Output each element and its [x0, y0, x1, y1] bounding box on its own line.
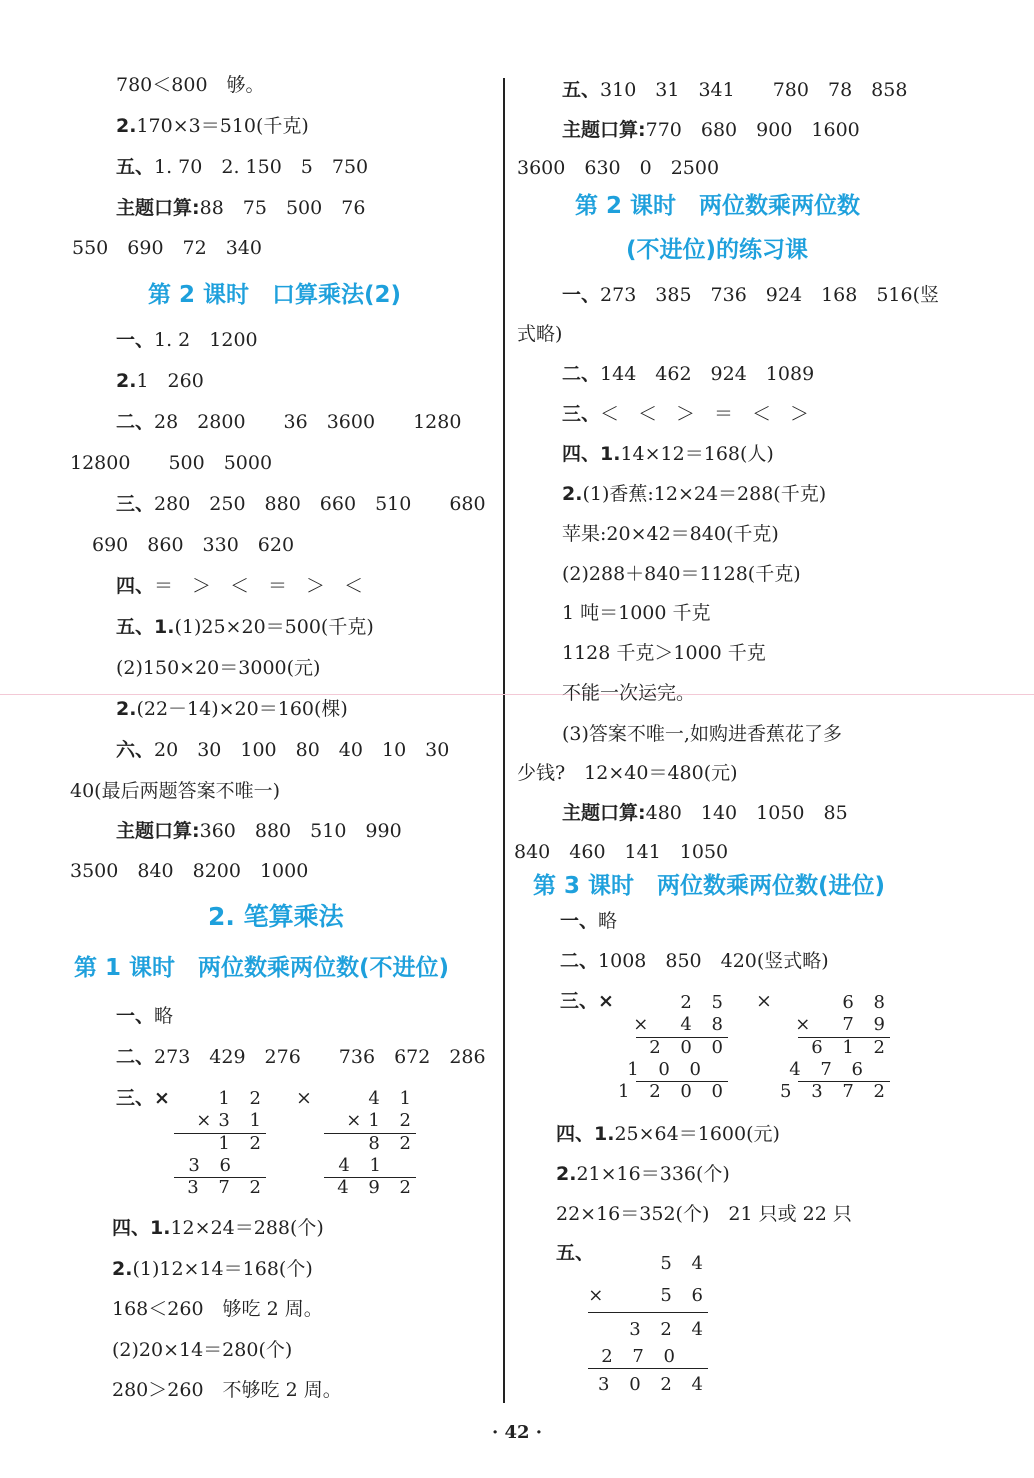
mult-row: 3 0 2 4: [598, 1374, 710, 1395]
answer-line: 2.(1)12×14＝168(个): [112, 1258, 313, 1280]
mult-row: ×3 1: [196, 1110, 268, 1131]
answer-line: 550 690 72 340: [72, 237, 262, 259]
answer-line: 主题口算:480 140 1050 85: [562, 802, 848, 824]
mult-row: × 7 9: [795, 1014, 892, 1035]
mult-row: × 4 8: [633, 1014, 730, 1035]
answer-line: (2)150×20＝3000(元): [116, 657, 321, 679]
answer-line: 2.1 260: [116, 370, 204, 392]
answer-line: 少钱? 12×40＝480(元): [517, 762, 738, 784]
lesson-heading: 第 2 课时 两位数乘两位数: [575, 193, 861, 219]
answer-line: 690 860 330 620: [92, 534, 295, 556]
mult-row: 6 1 2: [811, 1037, 892, 1058]
answer-line: 三、×: [116, 1087, 170, 1109]
answer-line: 3600 630 0 2500: [517, 157, 720, 179]
mult-row: ×1 2: [346, 1110, 418, 1131]
answer-line: 一、273 385 736 924 168 516(竖: [562, 284, 940, 306]
mult-row: 1 2: [218, 1133, 268, 1154]
vertical-multiplication: [780, 992, 892, 1108]
answer-line: 一、略: [560, 910, 618, 932]
answer-line: 一、1. 2 1200: [116, 329, 258, 351]
mult-row: 2 0 0: [649, 1037, 730, 1058]
mult-row: × 5 6: [588, 1285, 710, 1306]
answer-line: 三、×: [560, 990, 614, 1012]
mult-rule: [588, 1312, 708, 1313]
mult-row: 3 6: [188, 1155, 238, 1176]
mult-row: 2 7 0: [601, 1346, 682, 1367]
mult-row: 1 0 0: [627, 1059, 708, 1080]
vertical-multiplication: [322, 1088, 418, 1204]
answer-line: 四、1.14×12＝168(人): [562, 443, 774, 465]
answer-line: 二、1008 850 420(竖式略): [560, 950, 829, 972]
vertical-multiplication: [618, 992, 730, 1108]
lesson-heading: 第 1 课时 两位数乘两位数(不进位): [74, 955, 450, 981]
answer-line: 五、: [556, 1242, 595, 1264]
mult-rule: [588, 1368, 708, 1369]
answer-line: 五、1.(1)25×20＝500(千克): [116, 616, 374, 638]
answer-line: 280＞260 不够吃 2 周。: [112, 1379, 342, 1401]
section-heading: 2. 笔算乘法: [208, 902, 344, 931]
vertical-multiplication: [588, 1250, 710, 1400]
mult-row: 1 2: [218, 1088, 268, 1109]
answer-line: 二、28 2800 36 3600 1280: [116, 411, 462, 433]
wrong-mark: ×: [296, 1087, 312, 1109]
answer-line: 五、310 31 341 780 78 858: [562, 79, 908, 101]
answer-line: 2.(22－14)×20＝160(棵): [116, 698, 348, 720]
answer-line: (2)20×14＝280(个): [112, 1339, 293, 1361]
mult-row: 3 7 2: [187, 1177, 268, 1198]
answer-line: 式略): [517, 323, 563, 345]
mult-row: 5 4: [660, 1253, 710, 1274]
lesson-heading: 第 2 课时 口算乘法(2): [148, 282, 402, 308]
answer-line: 四、＝ ＞ ＜ ＝ ＞ ＜: [116, 575, 364, 597]
column-divider: [503, 78, 505, 1403]
mult-row: 1 2 0 0: [618, 1081, 730, 1102]
answer-line: 一、略: [116, 1005, 174, 1027]
answer-line: 不能一次运完。: [562, 682, 696, 704]
wrong-mark: ×: [756, 990, 772, 1012]
mult-row: 4 1: [368, 1088, 418, 1109]
answer-line: 12800 500 5000: [70, 452, 273, 474]
page-number: · 42 ·: [491, 1422, 543, 1443]
lesson-heading: (不进位)的练习课: [626, 237, 809, 263]
answer-line: 40(最后两题答案不唯一): [70, 780, 281, 802]
mult-row: 5 3 7 2: [780, 1081, 892, 1102]
answer-line: 2.170×3＝510(千克): [116, 115, 309, 137]
answer-line: 三、280 250 880 660 510 680: [116, 493, 486, 515]
scan-line: [0, 694, 1034, 695]
answer-line: 2.21×16＝336(个): [556, 1163, 730, 1185]
answer-line: 2.(1)香蕉:12×24＝288(千克): [562, 483, 827, 505]
answer-line: 主题口算:770 680 900 1600: [562, 119, 860, 141]
answer-line: 1128 千克＞1000 千克: [562, 642, 766, 664]
answer-line: 1 吨＝1000 千克: [562, 602, 711, 624]
answer-line: 主题口算:88 75 500 76: [116, 197, 366, 219]
answer-line: 主题口算:360 880 510 990: [116, 820, 402, 842]
mult-row: 8 2: [368, 1133, 418, 1154]
mult-row: 2 5: [680, 992, 730, 1013]
answer-line: (3)答案不唯一,如购进香蕉花了多: [562, 723, 842, 745]
answer-line: 五、1. 70 2. 150 5 750: [116, 156, 369, 178]
answer-line: 二、273 429 276 736 672 286: [116, 1046, 486, 1068]
answer-line: 840 460 141 1050: [514, 841, 729, 863]
answer-line: 780＜800 够。: [116, 74, 265, 96]
mult-row: 6 8: [842, 992, 892, 1013]
vertical-multiplication: [172, 1088, 268, 1204]
answer-line: 六、20 30 100 80 40 10 30: [116, 739, 450, 761]
answer-line: 二、144 462 924 1089: [562, 363, 815, 385]
answer-line: (2)288＋840＝1128(千克): [562, 563, 801, 585]
mult-row: 4 1: [338, 1155, 388, 1176]
answer-line: 22×16＝352(个) 21 只或 22 只: [556, 1203, 852, 1225]
answer-line: 3500 840 8200 1000: [70, 860, 309, 882]
mult-row: 4 9 2: [337, 1177, 418, 1198]
mult-row: 4 7 6: [789, 1059, 870, 1080]
lesson-heading: 第 3 课时 两位数乘两位数(进位): [533, 873, 886, 899]
mult-row: 3 2 4: [629, 1319, 710, 1340]
answer-line: 三、＜ ＜ ＞ ＝ ＜ ＞: [562, 403, 810, 425]
answer-line: 苹果:20×42＝840(千克): [562, 523, 779, 545]
answer-line: 168＜260 够吃 2 周。: [112, 1298, 323, 1320]
answer-line: 四、1.25×64＝1600(元): [556, 1123, 780, 1145]
answer-line: 四、1.12×24＝288(个): [112, 1217, 324, 1239]
